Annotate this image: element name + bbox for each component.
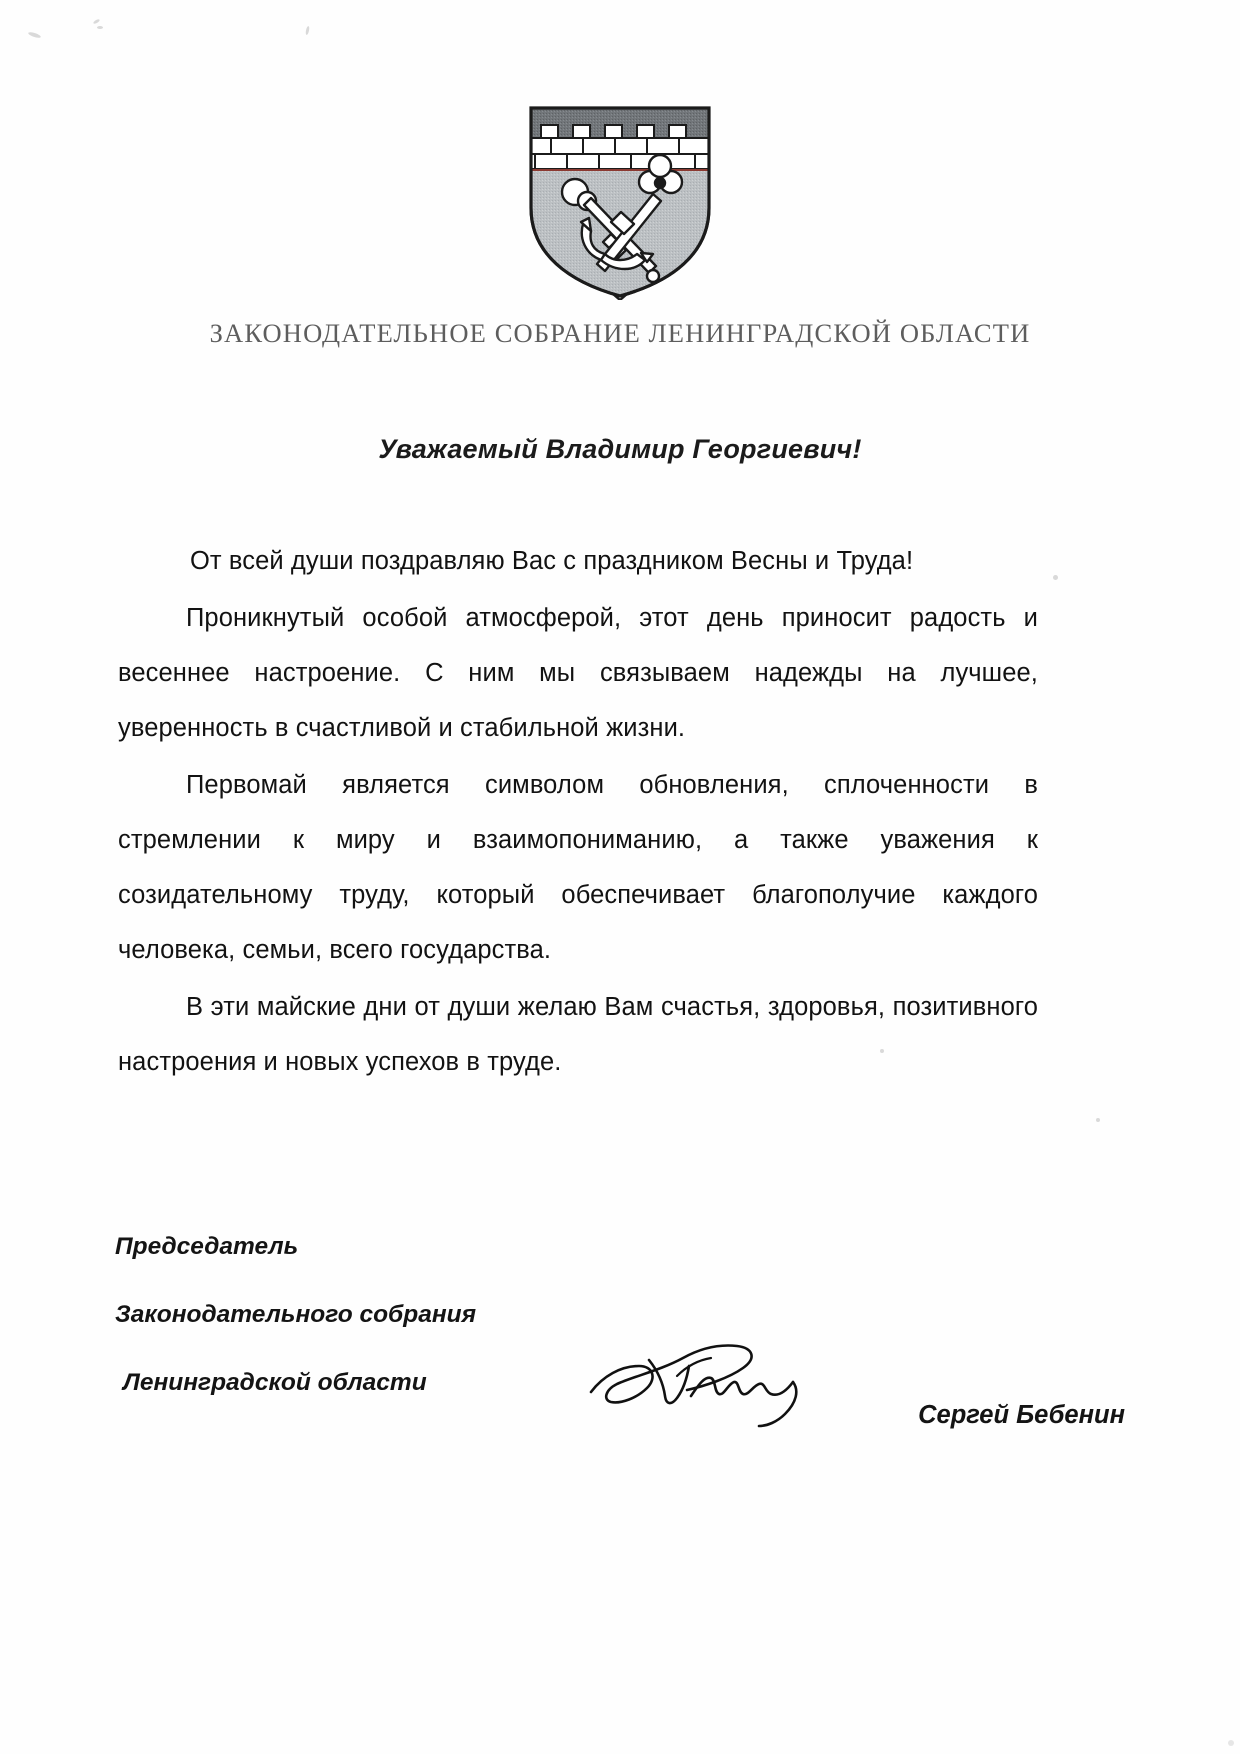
signatory-title-line-3: Ленинградской области [123,1369,427,1396]
letterhead-emblem [0,104,1240,300]
scan-artifact [1228,1740,1234,1746]
scan-artifact [1053,575,1058,580]
organization-title: ЗАКОНОДАТЕЛЬНОЕ СОБРАНИЕ ЛЕНИНГРАДСКОЙ ОБЛАСТИ [209,318,1031,348]
scan-artifact [97,26,103,29]
signatory-title [115,1196,476,1436]
paragraph: Первомай является символом обновления, сплоченности в стремлении к миру и взаимопониманию, а также уважения к созидательному труду, который обеспечивает благополучие каждого человека, семьи, всего государства. [118,771,1038,964]
scan-artifact [93,18,101,24]
paragraph: В эти майские дни от души желаю Вам счастья, здоровья, позитивного настроения и новых успехов в труде. [118,993,1038,1076]
signatory-title-line-1: Председатель [115,1233,299,1260]
signature-stroke-icon [587,1336,837,1432]
paragraph: От всей души поздравляю Вас с праздником Весны и Труда! [190,547,914,575]
handwritten-signature [587,1336,837,1432]
scan-artifact [28,31,42,39]
scan-artifact [1096,1118,1100,1122]
signature-block [115,1196,1125,1436]
letter-body [118,534,1038,1092]
signatory-name: Сергей Бебенин [918,1401,1125,1429]
paragraph: Проникнутый особой атмосферой, этот день приносит радость и весеннее настроение. С ним мы связываем надежды на лучшее, уверенность в счастливой и стабильной жизни. [118,604,1038,742]
salutation: Уважаемый Владимир Георгиевич! [378,434,862,464]
leningrad-oblast-coat-of-arms-icon [525,104,715,300]
signatory-title-line-2: Законодательного собрания [115,1301,477,1328]
scan-artifact [305,26,310,35]
